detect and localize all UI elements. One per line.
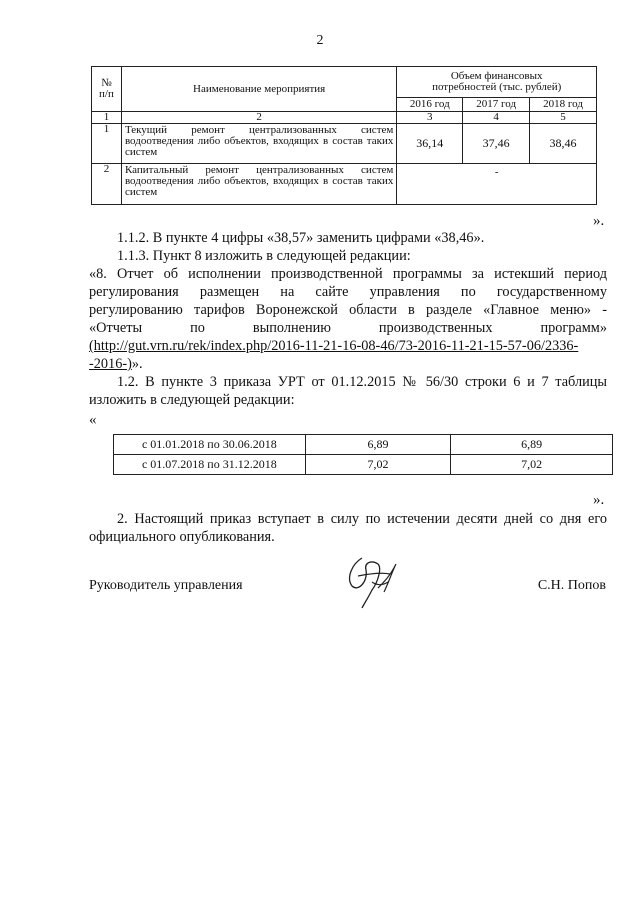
row-name: Капитальный ремонт централизованных систем водоотведения либо объектов, входящих в состав таких систем bbox=[121, 164, 396, 205]
link-closing-quote: ». bbox=[131, 356, 143, 372]
header-volume bbox=[397, 67, 597, 98]
financing-table bbox=[91, 66, 597, 205]
quote-line: регулированию тарифов Воронежской области в разделе «Главное меню» - bbox=[89, 302, 607, 318]
paragraph-2-line2: официального опубликования. bbox=[89, 529, 275, 545]
closing-quote: ». bbox=[593, 213, 605, 229]
paragraph-1-2-line2: изложить в следующей редакции: bbox=[89, 392, 295, 408]
page-number: 2 bbox=[316, 33, 324, 48]
paragraph-1-1-2: 1.1.2. В пункте 4 цифры «38,57» заменить цифрами «38,46». bbox=[117, 230, 485, 246]
signatory-name: С.Н. Попов bbox=[537, 578, 606, 593]
closing-quote: ». bbox=[593, 492, 605, 508]
report-link-end bbox=[89, 355, 607, 373]
table-row bbox=[114, 435, 613, 455]
value-cell: 6,89 bbox=[305, 435, 451, 455]
row-value-2016: 36,14 bbox=[397, 124, 463, 164]
row-num: 2 bbox=[92, 164, 122, 205]
index-cell: 3 bbox=[397, 112, 463, 124]
handwritten-signature-icon bbox=[338, 552, 406, 610]
index-cell: 2 bbox=[121, 112, 396, 124]
tariff-table bbox=[113, 434, 613, 475]
header-name: Наименование мероприятия bbox=[121, 67, 396, 112]
period-cell: с 01.07.2018 по 31.12.2018 bbox=[114, 455, 306, 475]
quote-line: регулирования размещен на сайте управления по государственному bbox=[89, 284, 607, 300]
row-num: 1 bbox=[92, 124, 122, 164]
row-name: Текущий ремонт централизованных систем водоотведения либо объектов, входящих в состав таких систем bbox=[121, 124, 396, 164]
quote-line: «8. Отчет об исполнении производственной программы за истекший период bbox=[89, 266, 607, 282]
index-cell: 4 bbox=[463, 112, 530, 124]
header-year-2018: 2018 год bbox=[530, 98, 597, 112]
row-value-2017: 37,46 bbox=[463, 124, 530, 164]
table-row bbox=[92, 124, 597, 164]
report-link-tail[interactable]: -2016-) bbox=[89, 356, 132, 372]
report-link[interactable]: (http://gut.vrn.ru/rek/index.php/2016-11-21-16-08-46/73-2016-11-21-15-57-06/2336- bbox=[89, 338, 579, 354]
quote-line: «Отчеты по выполнению производственных программ» bbox=[89, 320, 607, 336]
index-cell: 1 bbox=[92, 112, 122, 124]
index-cell: 5 bbox=[530, 112, 597, 124]
value-cell: 7,02 bbox=[451, 455, 613, 475]
paragraph-1-2-line1: 1.2. В пункте 3 приказа УРТ от 01.12.2015 № 56/30 строки 6 и 7 таблицы bbox=[117, 374, 607, 390]
table-row bbox=[114, 455, 613, 475]
table-row bbox=[92, 164, 597, 205]
row-dash: - bbox=[397, 164, 597, 205]
paragraph-1-1-3: 1.1.3. Пункт 8 изложить в следующей редакции: bbox=[117, 248, 411, 264]
value-cell: 7,02 bbox=[305, 455, 451, 475]
value-cell: 6,89 bbox=[451, 435, 613, 455]
header-volume-line1: Объем финансовых bbox=[450, 70, 543, 82]
row-value-2018: 38,46 bbox=[530, 124, 597, 164]
opening-quote: « bbox=[89, 412, 97, 428]
signatory-title: Руководитель управления bbox=[89, 578, 243, 593]
header-volume-line2: потребностей (тыс. рублей) bbox=[432, 81, 562, 93]
paragraph-2-line1: 2. Настоящий приказ вступает в силу по истечении десяти дней со дня его bbox=[117, 511, 607, 527]
header-year-2016: 2016 год bbox=[397, 98, 463, 112]
header-year-2017: 2017 год bbox=[463, 98, 530, 112]
period-cell: с 01.01.2018 по 30.06.2018 bbox=[114, 435, 306, 455]
header-num: № п/п bbox=[92, 67, 122, 112]
